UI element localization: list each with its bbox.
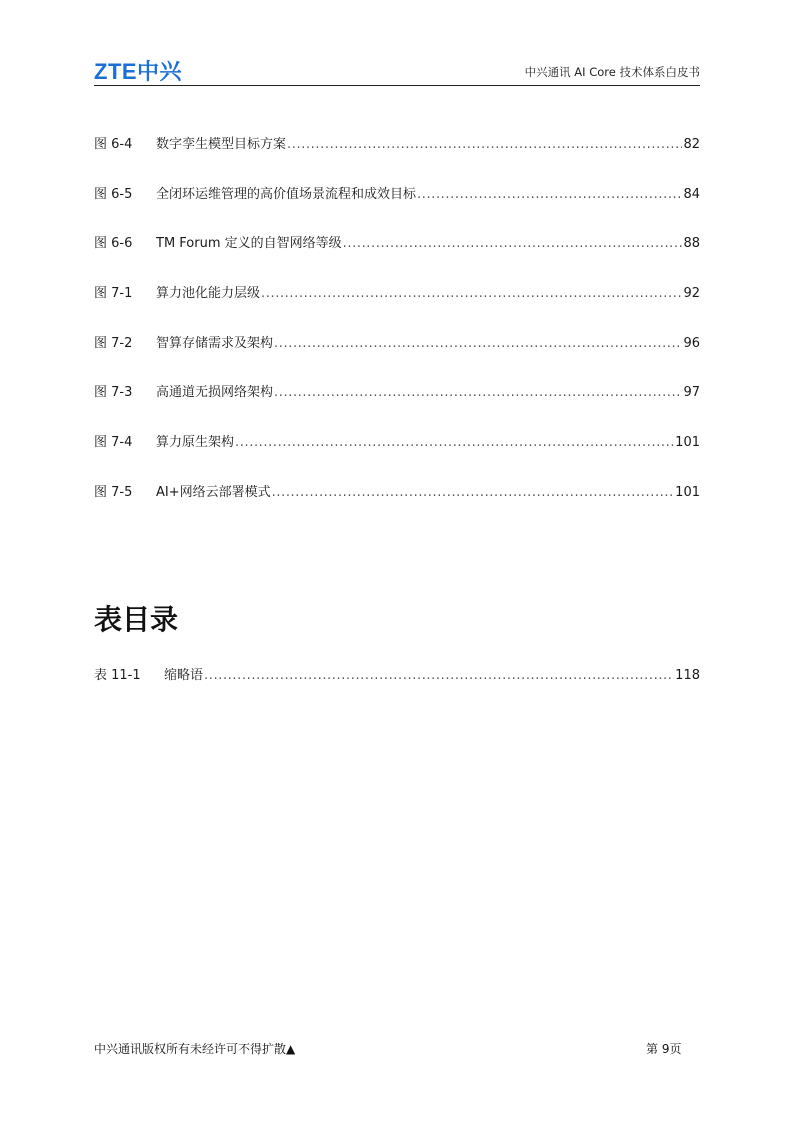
toc-entry-page: 92 xyxy=(683,286,700,302)
toc-entry[interactable] xyxy=(94,234,700,284)
toc-entry-number: 图 6-6 xyxy=(94,236,133,252)
toc-dot-leader xyxy=(235,433,674,453)
toc-entry-page: 101 xyxy=(675,435,700,451)
toc-entry-title: 算力原生架构 xyxy=(156,435,235,451)
toc-entry-number: 图 6-4 xyxy=(94,137,133,152)
toc-entry[interactable] xyxy=(94,433,700,483)
toc-entry-number: 图 7-3 xyxy=(94,385,133,401)
toc-entry[interactable] xyxy=(94,483,700,533)
toc-entry-number: 图 7-1 xyxy=(94,286,133,302)
toc-entry-page: 88 xyxy=(683,236,700,252)
toc-entry[interactable] xyxy=(94,135,700,185)
toc-entry-number: 图 7-2 xyxy=(94,335,133,351)
page-header xyxy=(94,52,700,86)
toc-entry[interactable] xyxy=(94,666,700,716)
toc-dot-leader xyxy=(287,135,682,155)
toc-dot-leader xyxy=(272,483,675,503)
document-title: 中兴通讯 AI Core 技术体系白皮书 xyxy=(524,65,700,79)
toc-entry-page: 82 xyxy=(683,137,700,152)
figure-list xyxy=(94,135,700,533)
toc-entry[interactable] xyxy=(94,383,700,433)
zte-logo: ZTE中兴 xyxy=(94,59,183,84)
toc-entry-title: TM Forum 定义的自智网络等级 xyxy=(156,236,342,252)
toc-entry-title: 数字孪生模型目标方案 xyxy=(156,137,287,152)
toc-dot-leader xyxy=(343,234,683,254)
toc-entry-number: 图 6-5 xyxy=(94,186,133,202)
toc-dot-leader xyxy=(274,334,682,354)
toc-entry-title: 智算存储需求及架构 xyxy=(156,335,274,351)
toc-entry-title: AI+网络云部署模式 xyxy=(156,484,271,500)
toc-dot-leader xyxy=(274,383,682,403)
toc-entry-title: 算力池化能力层级 xyxy=(156,286,261,302)
toc-dot-leader xyxy=(261,284,682,304)
toc-entry-title: 全闭环运维管理的高价值场景流程和成效目标 xyxy=(156,186,417,202)
toc-dot-leader xyxy=(204,666,674,686)
toc-entry-page: 97 xyxy=(683,385,700,401)
toc-entry-number: 图 7-4 xyxy=(94,435,133,451)
toc-entry-page: 84 xyxy=(683,186,700,202)
toc-dot-leader xyxy=(417,185,682,205)
table-list xyxy=(94,666,700,716)
toc-entry-page: 96 xyxy=(683,335,700,351)
toc-entry-page: 101 xyxy=(675,484,700,500)
toc-entry-title: 缩略语 xyxy=(164,668,204,683)
tables-section-heading: 表目录 xyxy=(94,603,179,636)
toc-entry-number: 图 7-5 xyxy=(94,484,133,500)
toc-entry[interactable] xyxy=(94,284,700,334)
toc-entry[interactable] xyxy=(94,334,700,384)
footer-page-number: 第 9页 xyxy=(646,1042,682,1056)
toc-entry-page: 118 xyxy=(675,668,700,683)
toc-entry-number: 表 11-1 xyxy=(94,668,141,683)
toc-entry[interactable] xyxy=(94,185,700,235)
toc-entry-title: 高通道无损网络架构 xyxy=(156,385,274,401)
footer-copyright: 中兴通讯版权所有未经许可不得扩散▲ xyxy=(94,1042,296,1056)
